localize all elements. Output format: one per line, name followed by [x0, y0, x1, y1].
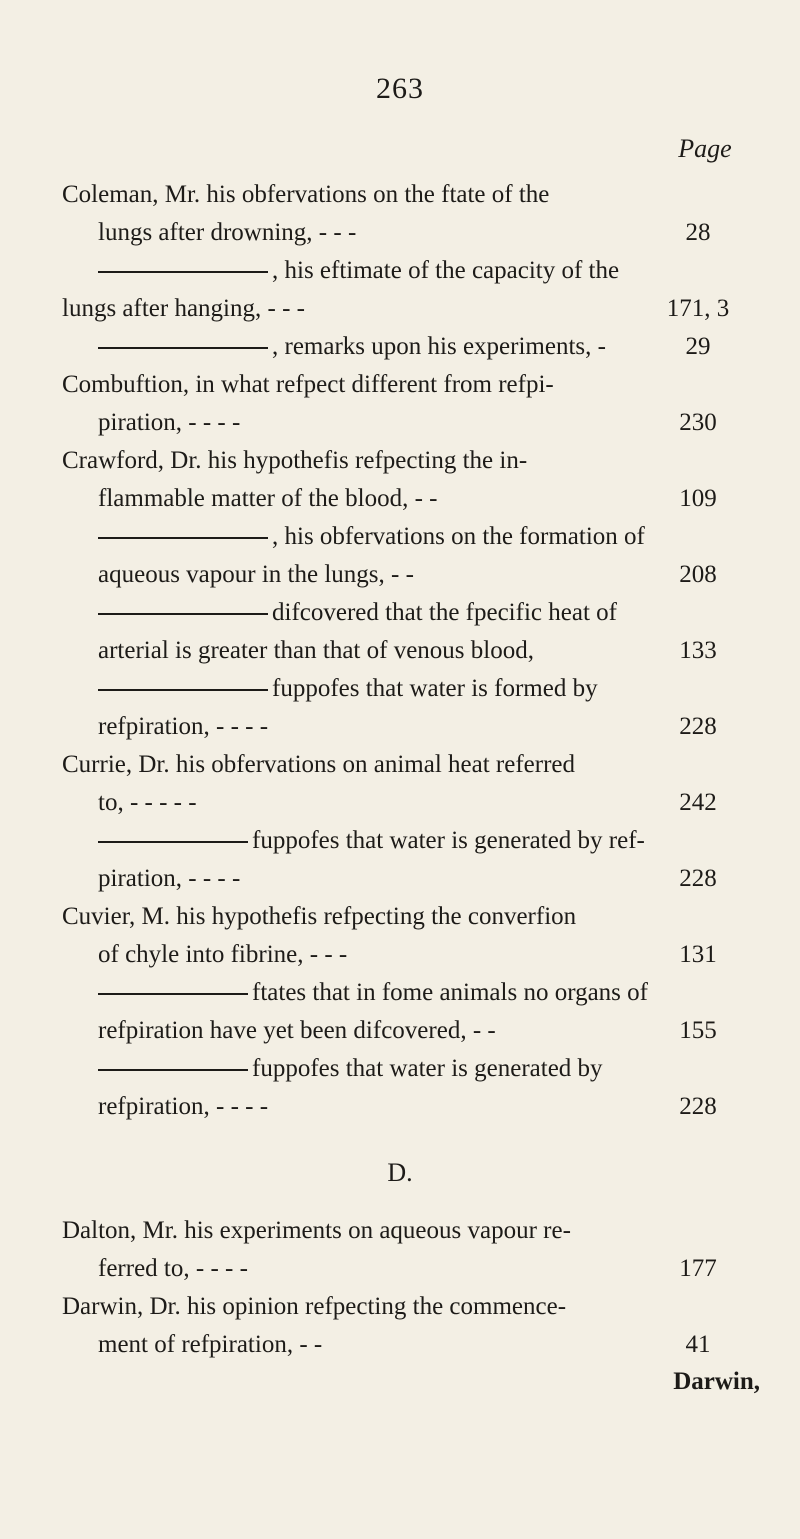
index-text: Crawford, Dr. his hypothefis refpecting the in- [62, 447, 528, 474]
index-text: lungs after drowning, - - - [98, 219, 357, 246]
index-line [62, 746, 762, 784]
index-text: ferred to, - - - - [98, 1255, 248, 1282]
index-line [98, 594, 762, 632]
index-text: fuppofes that water is formed by [272, 675, 598, 702]
page-ref: 228 [679, 865, 717, 892]
index-text: arterial is greater than that of venous blood, [98, 637, 534, 664]
index-text: fuppofes that water is generated by ref- [252, 827, 645, 854]
index-line [98, 214, 762, 252]
page-ref: 228 [679, 1093, 717, 1120]
index-line [62, 290, 762, 328]
page-ref: 171, 3 [666, 295, 730, 322]
index-line [62, 898, 762, 936]
index-text: Cuvier, M. his hypothefis refpecting the converfion [62, 903, 577, 930]
index-text: difcovered that the fpecific heat of [272, 599, 617, 626]
index-line [98, 860, 762, 898]
index-text: , his obfervations on the formation of [272, 523, 645, 550]
page-column-header: Page [678, 134, 732, 163]
index-line [98, 518, 762, 556]
page-ref: 208 [679, 561, 717, 588]
index-text: flammable matter of the blood, - - [98, 485, 438, 512]
ditto-dash [98, 1069, 248, 1071]
index-line [98, 974, 762, 1012]
index-text: lungs after hanging, - - - [62, 295, 305, 322]
index-text: to, - - - - - [98, 789, 197, 816]
index-line [98, 1250, 762, 1288]
index-text: Dalton, Mr. his experiments on aqueous vapour re- [62, 1217, 571, 1244]
catchword: Darwin, [673, 1368, 760, 1395]
index-text: refpiration, - - - - [98, 1093, 269, 1120]
ditto-dash [98, 689, 268, 691]
page-ref: 177 [679, 1255, 717, 1282]
ditto-dash [98, 613, 268, 615]
index-line [98, 670, 762, 708]
index-text: Darwin, Dr. his opinion refpecting the commence- [62, 1293, 567, 1320]
index-line [98, 1012, 762, 1050]
index-text: Combuftion, in what refpect different from refpi- [62, 371, 554, 398]
page-ref: 29 [685, 333, 711, 360]
index-line [98, 632, 762, 670]
index-text: refpiration, - - - - [98, 713, 269, 740]
index-line [98, 936, 762, 974]
index-text: , his eftimate of the capacity of the [272, 257, 620, 284]
index-text: piration, - - - - [98, 409, 241, 436]
index-line [98, 1050, 762, 1088]
index-text: , remarks upon his experiments, - [272, 333, 606, 360]
index-line [98, 480, 762, 518]
page-ref: 131 [679, 941, 717, 968]
index-text: of chyle into fibrine, - - - [98, 941, 348, 968]
index-line [62, 442, 762, 480]
index-line [98, 404, 762, 442]
index-line [98, 556, 762, 594]
index-text: aqueous vapour in the lungs, - - [98, 561, 414, 588]
index-line [62, 1288, 762, 1326]
index-line [62, 176, 762, 214]
index-line [98, 1088, 762, 1126]
ditto-dash [98, 537, 268, 539]
index-text: ftates that in fome animals no organs of [252, 979, 648, 1006]
ditto-dash [98, 993, 248, 995]
ditto-dash [98, 841, 248, 843]
index-line [98, 252, 762, 290]
index-line [98, 822, 762, 860]
index-line [62, 1212, 762, 1250]
index-line [98, 708, 762, 746]
index-text: piration, - - - - [98, 865, 241, 892]
page-ref: 133 [679, 637, 717, 664]
page-ref: 155 [679, 1017, 717, 1044]
page-ref: 109 [679, 485, 717, 512]
page-ref: 230 [679, 409, 717, 436]
index-text: refpiration have yet been difcovered, - - [98, 1017, 496, 1044]
page-ref: 228 [679, 713, 717, 740]
index-text: fuppofes that water is generated by [252, 1055, 603, 1082]
index-text: ment of refpiration, - - [98, 1331, 323, 1358]
index-line [98, 328, 762, 366]
page-ref: 28 [685, 219, 711, 246]
section-heading: D. [387, 1158, 413, 1187]
page-ref: 41 [685, 1331, 711, 1358]
index-text: Currie, Dr. his obfervations on animal heat referred [62, 751, 576, 778]
ditto-dash [98, 271, 268, 273]
index-line [98, 784, 762, 822]
index-text: Coleman, Mr. his obfervations on the ftate of the [62, 181, 550, 208]
page-number: 263 [376, 72, 424, 105]
index-line [62, 366, 762, 404]
page-ref: 242 [679, 789, 717, 816]
index-line [98, 1326, 762, 1364]
ditto-dash [98, 347, 268, 349]
